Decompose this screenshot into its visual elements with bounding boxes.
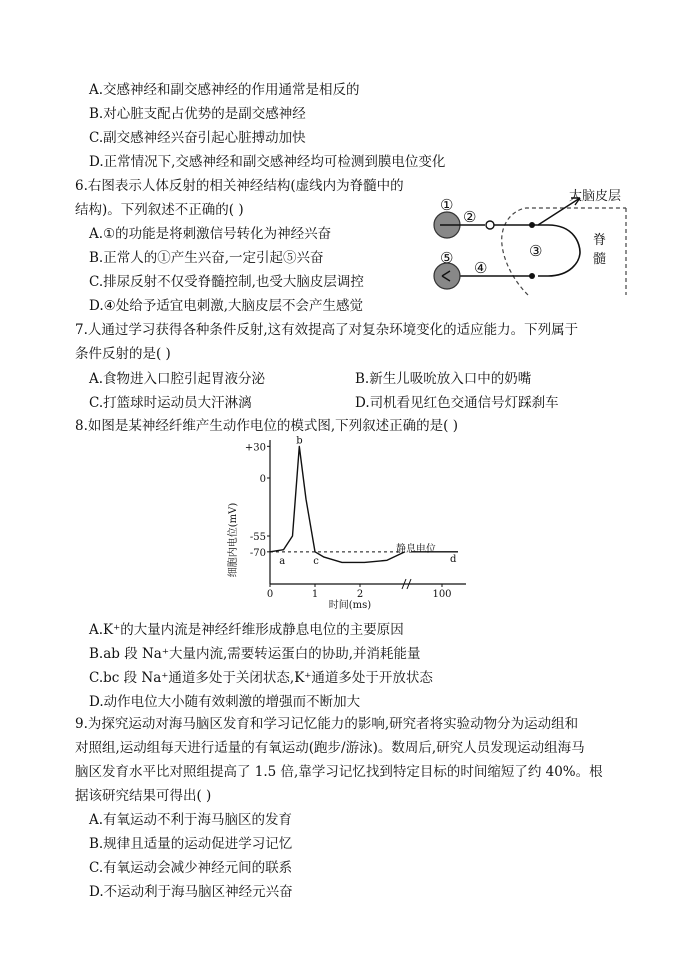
q8-option-b: B.ab 段 Na⁺大量内流,需要转运蛋白的协助,并消耗能量 [89,646,421,662]
q7-option-b: B.新生儿吸吮放入口中的奶嘴 [355,371,532,387]
x-tick-label: 1 [311,589,319,600]
label-n3: ③ [529,242,543,260]
point-label-a: a [279,555,286,567]
interneuron-curve [538,225,580,276]
q5-option-a: A.交感神经和副交感神经的作用通常是相反的 [89,82,360,98]
action-potential-curve [270,446,405,562]
q9-stem-line2: 对照组,运动组每天进行适量的有氧运动(跑步/游泳)。数周后,研究人员发现运动组海马 [75,740,585,756]
resting-potential-label: 静息电位 [396,544,436,555]
q8-stem: 8.如图是某神经纤维产生动作电位的模式图,下列叙述正确的是( ) [75,418,458,434]
q7-stem-line1: 7.人通过学习获得各种条件反射,这有效提高了对复杂环境变化的适应能力。下列属于 [75,322,579,338]
x-tick-label: 2 [356,589,364,600]
q9-option-d: D.不运动利于海马脑区神经元兴奋 [89,884,293,900]
q6-stem-line1: 6.右图表示人体反射的相关神经结构(虚线内为脊髓中的 [75,178,404,194]
q8-option-d: D.动作电位大小随有效刺激的增强而不断加大 [89,694,361,710]
label-n2: ② [463,208,477,226]
y-tick-label: -70 [249,547,266,559]
q7-stem-line2: 条件反射的是( ) [75,346,171,362]
q8-option-a: A.K⁺的大量内流是神经纤维形成静息电位的主要原因 [89,622,404,638]
q9-stem-line3: 脑区发育水平比对照组提高了 1.5 倍,靠学习记忆找到特定目标的时间缩短了约 40%。根 [75,764,603,780]
q6-option-c: C.排尿反射不仅受脊髓控制,也受大脑皮层调控 [89,274,364,290]
q9-stem-line4: 据该研究结果可得出( ) [75,788,212,804]
q6-option-b: B.正常人的①产生兴奋,一定引起⑤兴奋 [89,250,324,266]
label-n4: ④ [474,259,488,277]
q8-option-c: C.bc 段 Na⁺通道多处于关闭状态,K⁺通道多处于开放状态 [89,670,433,686]
point-label-c: c [313,555,319,567]
y-tick-label: 0 [259,474,266,485]
q9-stem-line1: 9.为探究运动对海马脑区发育和学习记忆能力的影响,研究者将实验动物分为运动组和 [75,716,579,732]
afferent-cell-body [486,221,494,229]
q6-option-a: A.①的功能是将刺激信号转化为神经兴奋 [89,226,332,242]
q7-option-a: A.食物进入口腔引起胃液分泌 [89,371,266,387]
q9-option-c: C.有氧运动会减少神经元间的联系 [89,860,293,876]
y-tick-label: +30 [244,442,266,454]
point-label-d: d [450,553,457,565]
q7-option-d: D.司机看见红色交通信号灯踩刹车 [355,395,559,411]
q7-option-c: C.打篮球时运动员大汗淋漓 [89,395,252,411]
x-tick-label: 0 [266,589,274,600]
label-n1: ① [440,196,454,214]
q5-option-d: D.正常情况下,交感神经和副交感神经均可检测到膜电位变化 [89,154,446,170]
label-n5: ⑤ [440,249,454,267]
y-tick-label: -55 [249,532,266,543]
q6-stem-line2: 结构)。下列叙述不正确的( ) [75,202,244,218]
label-spine-1: 脊 [593,233,607,248]
q6-option-d: D.④处给予适宜电刺激,大脑皮层不会产生感觉 [89,298,364,314]
x-tick-label: 100 [432,589,452,600]
action-potential-chart [220,432,470,612]
q9-option-b: B.规律且适量的运动促进学习记忆 [89,836,293,852]
spinal-cord-dashed-region [502,208,626,295]
reflex-arc-figure [430,180,630,295]
label-spine-2: 髓 [593,252,607,267]
q5-option-c: C.副交感神经兴奋引起心脏搏动加快 [89,130,306,146]
q5-option-b: B.对心脏支配占优势的是副交感神经 [89,106,306,122]
chart-x-axis-label: 时间(ms) [328,600,372,611]
q9-option-a: A.有氧运动不利于海马脑区的发育 [89,812,293,828]
chart-y-axis-label: 细胞内电位(mV) [228,502,239,578]
point-label-b: b [296,435,303,447]
label-cortex: 大脑皮层 [569,189,622,204]
